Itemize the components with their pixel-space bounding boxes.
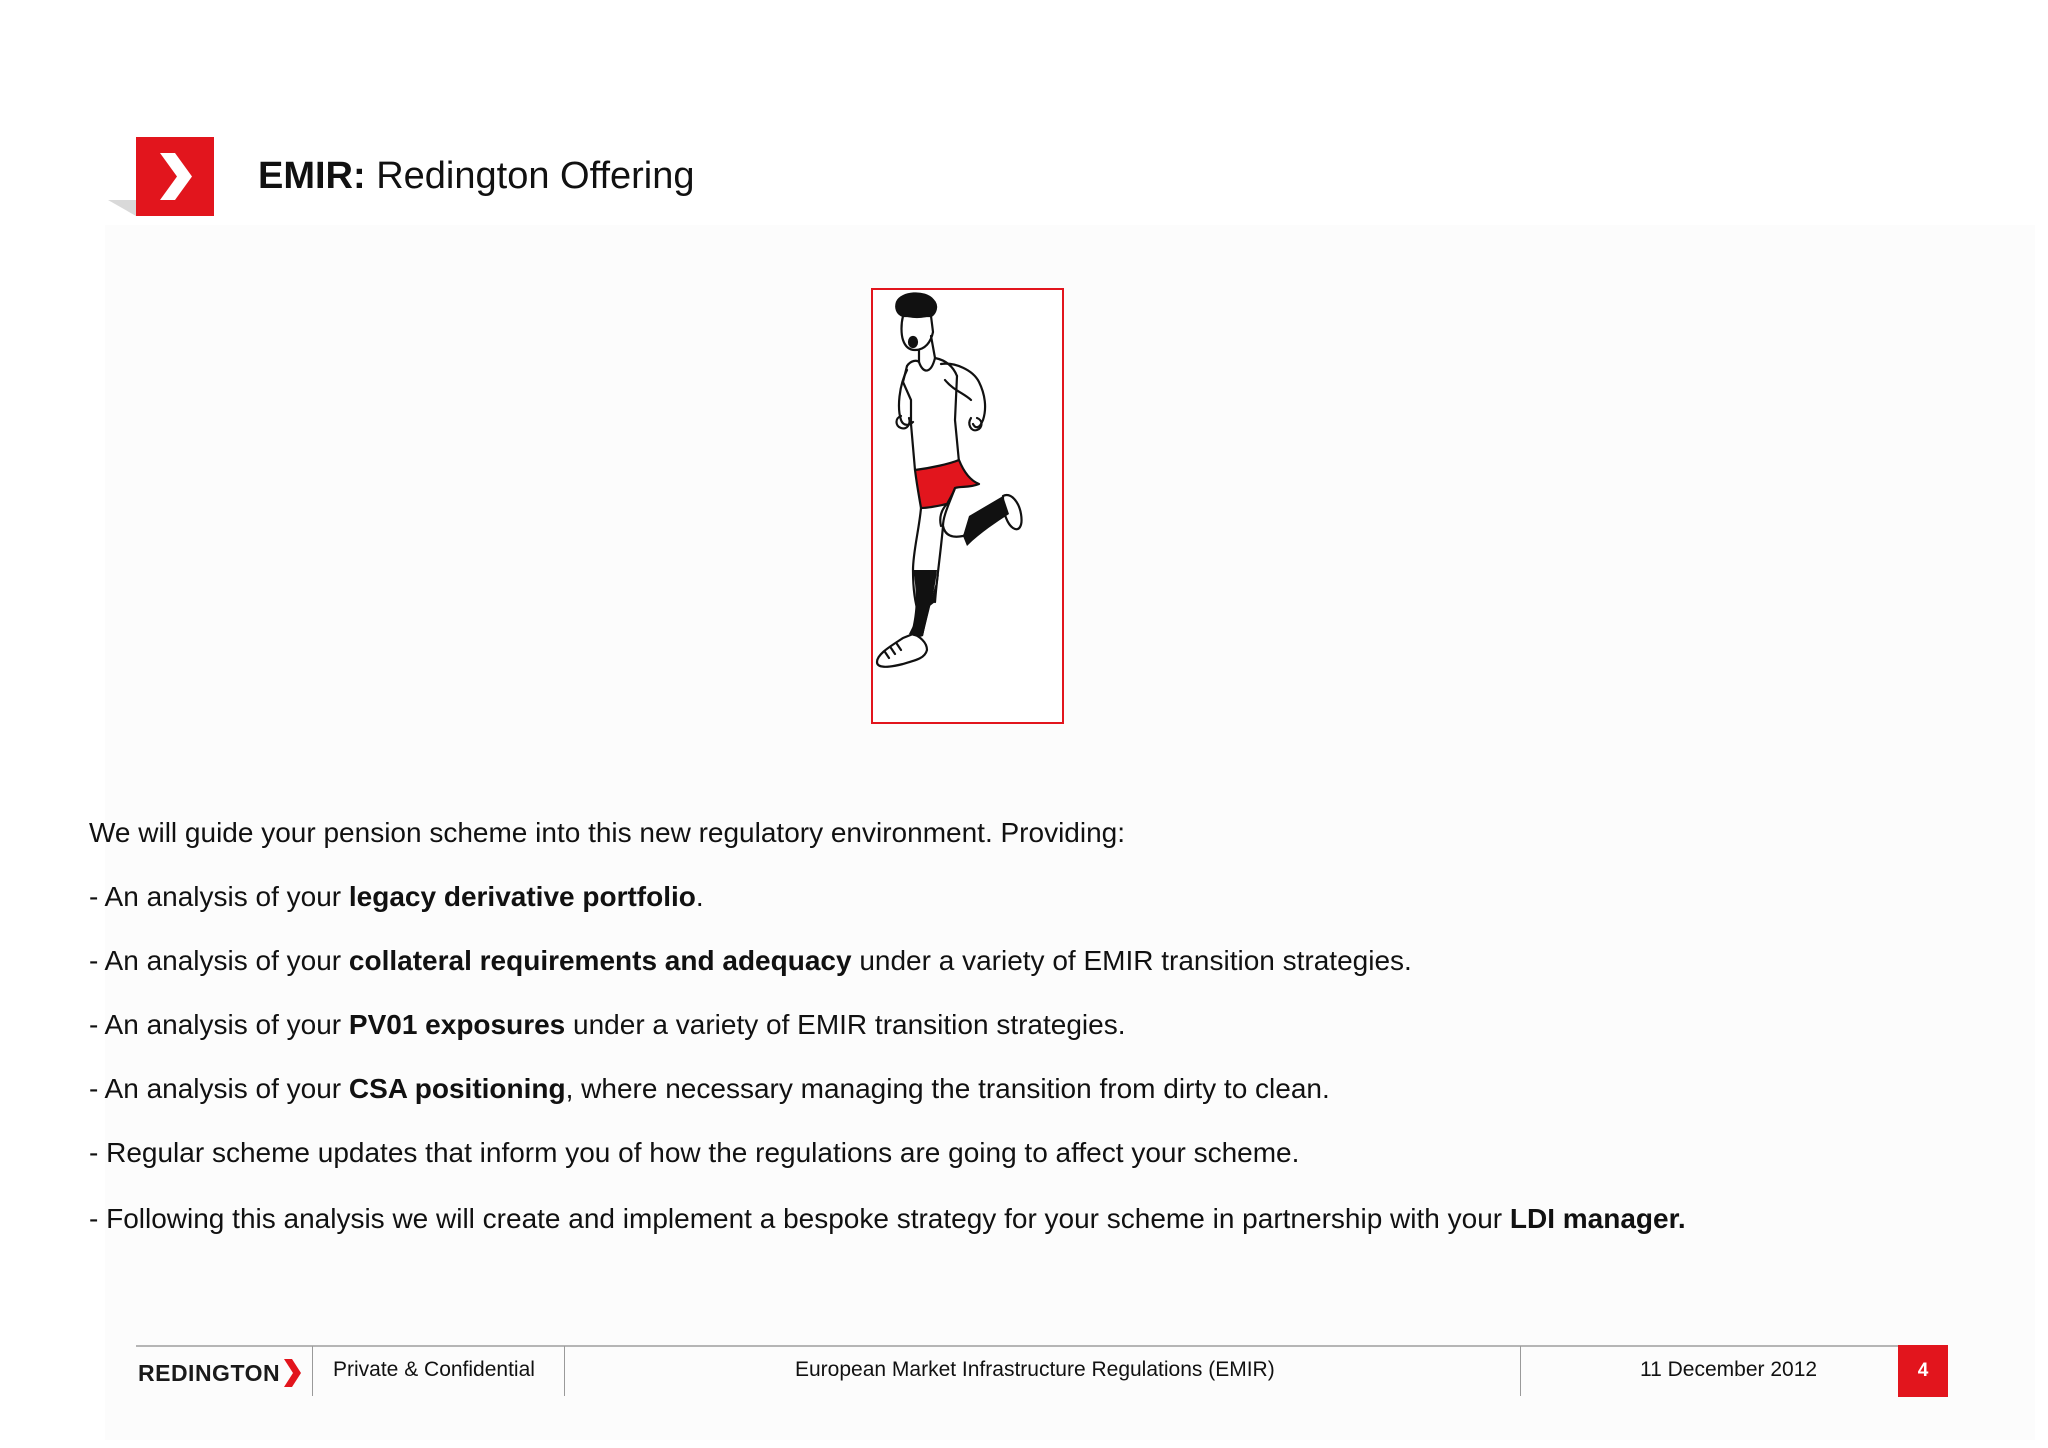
list-item [89,1007,1126,1043]
bullet-prefix: - An analysis of your [89,1009,349,1040]
page-title [258,155,695,198]
bullet-bold: collateral requirements and adequacy [348,945,852,976]
intro-text: We will guide your pension scheme into this new regulatory environment. Providing: [89,817,1126,848]
footer-divider [136,1345,1946,1347]
runner-icon [873,290,1062,722]
bullet-suffix: under a variety of EMIR transition strategies. [565,1009,1126,1040]
bullet-bold: PV01 exposures [348,1009,566,1040]
chevron-right-icon [136,137,214,216]
page-title-bold: EMIR: [258,155,366,197]
footer-date: 11 December 2012 [1640,1358,1818,1381]
footer-confidential: Private & Confidential [333,1358,535,1381]
page-number: 4 [1898,1345,1948,1397]
footer-separator [1520,1346,1521,1396]
chevron-right-icon [282,1357,302,1389]
bullet-suffix: . [695,881,704,912]
footer-separator [564,1346,565,1396]
list-item [89,879,704,915]
runner-illustration-frame [871,288,1064,724]
list-item [89,1135,1299,1171]
list-item [89,1201,1686,1237]
logo-shadow [108,200,136,216]
bullet-suffix: , where necessary managing the transition from dirty to clean. [565,1073,1330,1104]
bullet-prefix: - An analysis of your [89,881,349,912]
footer-brand-name: REDINGTON [138,1359,281,1386]
bullet-bold: legacy derivative portfolio [348,881,696,912]
footer-brand-logo [138,1357,302,1389]
bullet-bold: LDI manager. [1509,1203,1686,1234]
bullet-bold: CSA positioning [348,1073,566,1104]
page-title-rest: Redington Offering [365,155,695,197]
bullet-prefix: - Following this analysis we will create and implement a bespoke strategy for your scheme in partnership with your [89,1203,1510,1234]
bullet-prefix: - Regular scheme updates that inform you of how the regulations are going to affect your scheme. [89,1137,1300,1168]
brand-logo-mark [136,137,214,216]
bullet-prefix: - An analysis of your [89,1073,349,1104]
footer-document-title: European Market Infrastructure Regulations (EMIR) [795,1358,1275,1381]
list-item [89,943,1412,979]
bullet-prefix: - An analysis of your [89,945,349,976]
list-item [89,1071,1330,1107]
bullet-suffix: under a variety of EMIR transition strategies. [851,945,1412,976]
footer-separator [312,1346,313,1396]
